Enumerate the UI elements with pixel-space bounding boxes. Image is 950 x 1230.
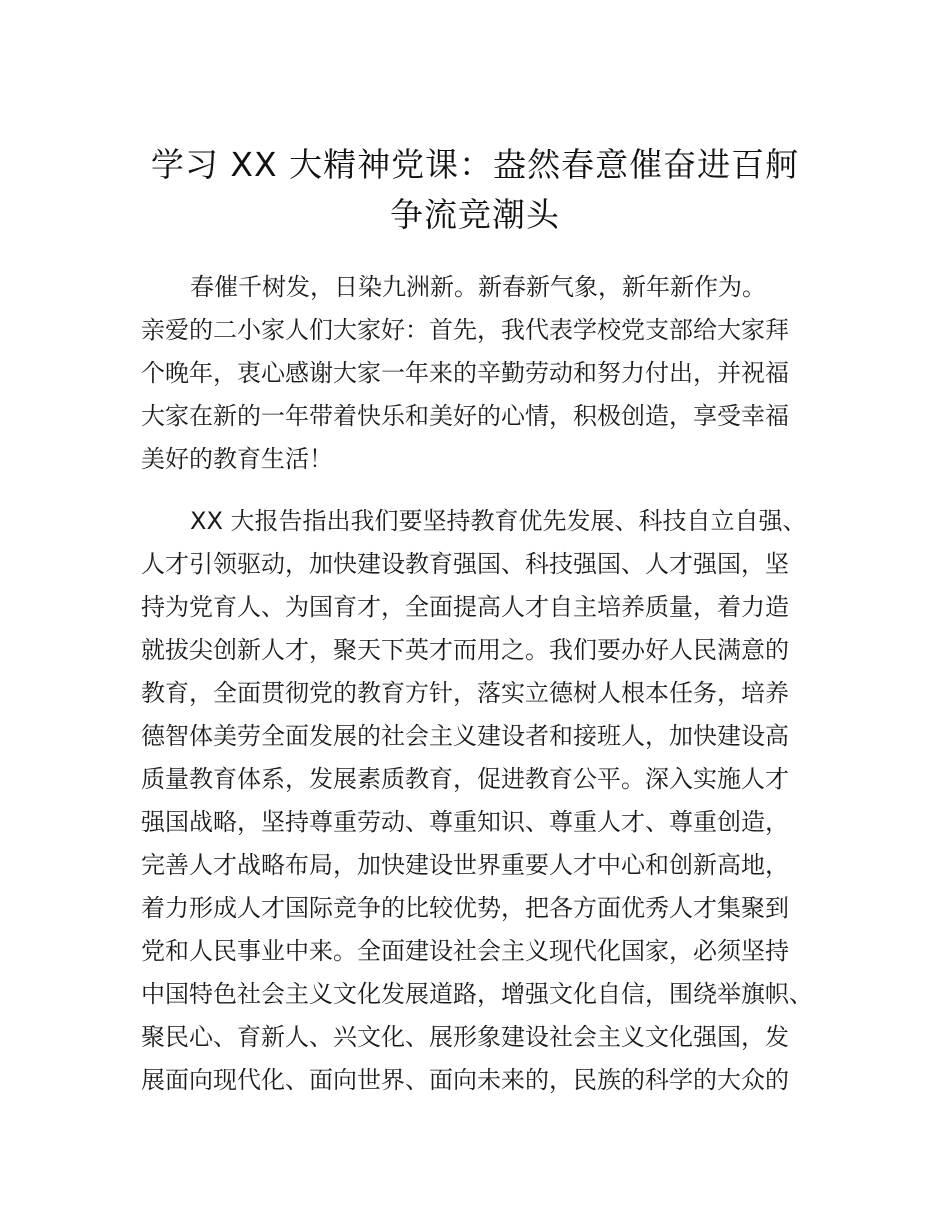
paragraph-2-line: 德智体美劳全面发展的社会主义建设者和接班人，加快建设高: [141, 722, 789, 750]
paragraph-1-line: 美好的教育生活！: [141, 445, 333, 473]
title-line-1: 学习 XX 大精神党课：盎然春意催奋进百舸: [150, 145, 800, 184]
paragraph-2-line: 教育，全面贯彻党的教育方针，落实立德树人根本任务，培养: [141, 679, 789, 707]
paragraph-2-line: 人才引领驱动，加快建设教育强国、科技强国、人才强国，坚: [141, 550, 789, 578]
paragraph-1-line: 大家在新的一年带着快乐和美好的心情，积极创造，享受幸福: [141, 402, 789, 430]
paragraph-2-line: 聚民心、育新人、兴文化、展形象建设社会主义文化强国，发: [141, 1023, 789, 1051]
paragraph-2-line: 展面向现代化、面向世界、面向未来的，民族的科学的大众的: [141, 1066, 789, 1094]
paragraph-2-line: 党和人民事业中来。全面建设社会主义现代化国家，必须坚持: [141, 937, 789, 965]
paragraph-2-line: 质量教育体系，发展素质教育，促进教育公平。深入实施人才: [141, 765, 789, 793]
title-line-2: 争流竞潮头: [390, 195, 560, 234]
paragraph-2-line: 持为党育人、为国育才，全面提高人才自主培养质量，着力造: [141, 593, 789, 621]
paragraph-2-line: 着力形成人才国际竞争的比较优势，把各方面优秀人才集聚到: [141, 894, 789, 922]
paragraph-2-line: 就拔尖创新人才，聚天下英才而用之。我们要办好人民满意的: [141, 636, 789, 664]
paragraph-1-line: 个晚年，衷心感谢大家一年来的辛勤劳动和努力付出，并祝福: [141, 359, 789, 387]
paragraph-2-line: 强国战略，坚持尊重劳动、尊重知识、尊重人才、尊重创造，: [141, 808, 789, 836]
paragraph-1-line: 春催千树发，日染九洲新。新春新气象，新年新作为。: [190, 273, 766, 301]
paragraph-2-line: 中国特色社会主义文化发展道路，增强文化自信，围绕举旗帜、: [141, 980, 813, 1008]
paragraph-1-line: 亲爱的二小家人们大家好：首先，我代表学校党支部给大家拜: [141, 316, 789, 344]
paragraph-2-line: 完善人才战略布局，加快建设世界重要人才中心和创新高地，: [141, 851, 789, 879]
paragraph-2-line: XX 大报告指出我们要坚持教育优先发展、科技自立自强、: [190, 507, 807, 535]
